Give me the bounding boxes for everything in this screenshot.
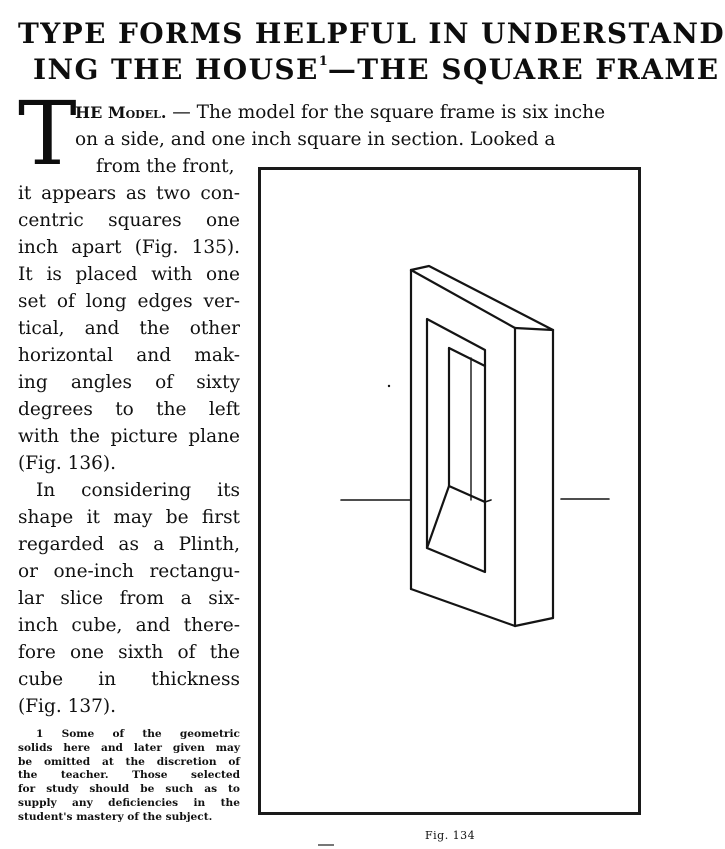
body-line: fore one sixth of the: [18, 642, 240, 663]
footnote-line: supply any deficiencies in the: [18, 796, 240, 809]
body-line: centric squares one: [18, 210, 240, 231]
intro-line-1-text: — The model for the square frame is six inche: [166, 102, 606, 123]
heading-line-2-text: ING THE HOUSE: [33, 53, 319, 86]
body-line: or one-inch rectangu-: [18, 561, 240, 582]
stray-dot: [388, 385, 390, 387]
paragraph-lead-in: HE Model.: [75, 103, 167, 122]
body-line: degrees to the left: [18, 399, 240, 420]
body-text-column: [18, 180, 240, 720]
footnote-line: the teacher. Those selected: [18, 769, 240, 782]
body-line: it appears as two con-: [18, 183, 240, 204]
drop-cap: T: [18, 82, 77, 185]
body-line: horizontal and mak-: [18, 345, 240, 366]
figure-caption: Fig. 134: [425, 829, 476, 842]
body-line: with the picture plane: [18, 426, 240, 447]
body-line: (Fig. 137).: [18, 696, 116, 717]
footnote-line: 1 Some of the geometric: [36, 728, 240, 740]
footnote: [18, 728, 240, 825]
page-edge-mark: [318, 844, 334, 846]
body-line: inch cube, and there-: [18, 615, 240, 636]
body-line: tical, and the other: [18, 318, 240, 339]
body-line: set of long edges ver-: [18, 291, 240, 312]
intro-line-3: from the front,: [96, 156, 235, 177]
body-line: regarded as a Plinth,: [18, 534, 240, 555]
body-line: cube in thickness: [18, 669, 240, 690]
intro-line-1: [75, 104, 605, 123]
footnote-line: student's mastery of the subject.: [18, 810, 213, 823]
body-line: It is placed with one: [18, 264, 240, 285]
square-frame-drawing: [261, 170, 638, 812]
footnote-line: for study should be such as to: [18, 783, 240, 796]
footnote-line: be omitted at the discretion of: [18, 755, 240, 768]
body-line: (Fig. 136).: [18, 453, 116, 474]
footnote-line: solids here and later given may: [18, 741, 240, 754]
body-line: In considering its: [36, 480, 240, 501]
chapter-heading-line-2: [33, 53, 720, 86]
body-line: inch apart (Fig. 135).: [18, 237, 240, 258]
body-line: ing angles of sixty: [18, 372, 240, 393]
figure-frame: [258, 167, 641, 815]
heading-line-2-rest: —THE SQUARE FRAME: [327, 53, 720, 86]
intro-line-2: on a side, and one inch square in section. Looked a: [75, 129, 556, 150]
body-line: lar slice from a six-: [18, 588, 240, 609]
footnote-marker: 1: [318, 54, 328, 69]
chapter-heading-line-1: TYPE FORMS HELPFUL IN UNDERSTAND: [18, 17, 725, 50]
body-line: shape it may be first: [18, 507, 240, 528]
